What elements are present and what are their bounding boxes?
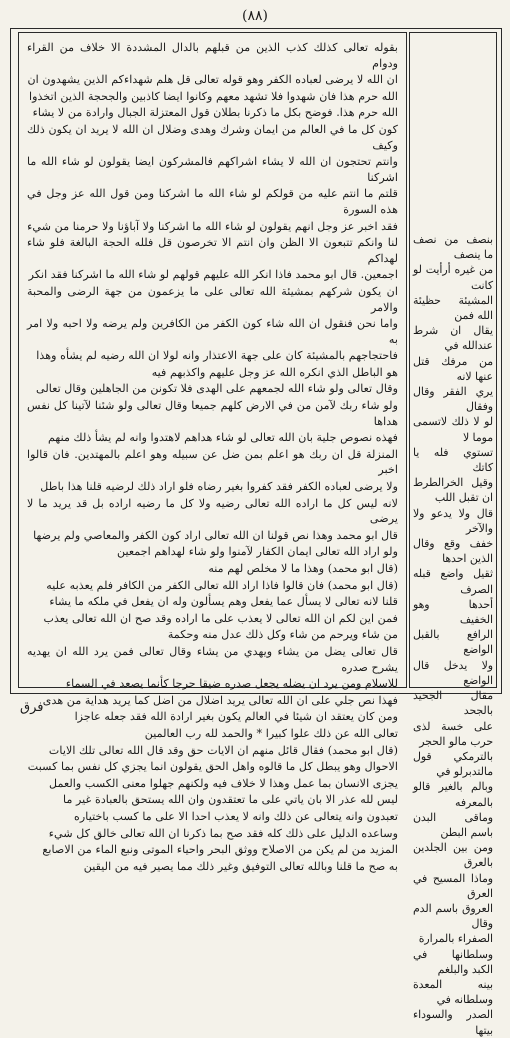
marginal-note-line: الصدر والسوداء بيتها [413, 1008, 493, 1037]
marginal-note-line: لو لا ذلك لاتسمى موما لا [413, 415, 493, 444]
main-text-line: يجزى الانسان بما عمل وهذا لا خلاف فيه ولكنهم جهلوا معنى الكسب والعمل [49, 776, 398, 790]
marginal-note-line: بينه المعدة وسلطانه في [413, 977, 493, 1007]
main-text-line: قلنا لانه تعالى لا يسأل عما يفعل وهم يسألون وله ان يفعل في ملكه ما يشاء [49, 595, 398, 609]
main-text-line: هو الباطل الذي انكره الله عز وجل عليهم واكذبهم فيه [151, 365, 398, 379]
catchword: فرق [20, 700, 44, 715]
main-text-line: قال ابو محمد وهذا نص قولنا ان الله تعالى اراد كون الكفر والمعاصي ولم يرضها [33, 528, 398, 542]
marginal-note-line: يقال ان شرط عندالله في [413, 324, 493, 353]
main-text-line: (قال ابو محمد) فان قالوا فاذا اراد الله تعالى الكفر من الكافر فلم يعذبه عليه [46, 578, 398, 592]
main-text-line: وقال تعالى ولو شاء الله لجمعهم على الهدى فلا تكونن من الجاهلين وقال تعالى [36, 382, 398, 396]
main-text-line: كون كل ما في العالم من ايمان وشرك وهدى وضلال ان الله لا يريد ان يكون ذلك وكيف [27, 122, 398, 152]
marginal-note-line: خفف وقع وقال الذين احدها [413, 537, 493, 566]
main-text-line: به صح ما قلنا وبالله تعالى التوفيق وغير ذلك مما يصير فيه من اليقين [83, 859, 398, 873]
main-text-line: وساعده الدليل على ذلك كله فقد صح بما ذكرنا ان الله تعالى خالق كل شيء [48, 826, 398, 840]
marginal-note-line: على خسة لذى حرب مالو الحجر [413, 719, 493, 748]
marginal-note-line: الصفراء بالمرارة [418, 932, 493, 946]
marginal-note-line: بنصف من نصف ما ينصف [413, 233, 493, 262]
marginal-note-line: وماذا المسيح في العرق [413, 871, 493, 900]
main-text-line: من شاء ويرحم من شاء وكل ذلك عدل منه وحكمة [167, 628, 398, 642]
main-text-line: فهذه نصوص جلية بان الله تعالى لو شاء هداهم لاهتدوا وانه لم يشأ ذلك منهم [47, 431, 398, 445]
main-text-line: بقوله تعالى كذلك كذب الذين من قبلهم بالدال المشددة الا خلاف من القراء ودوام [27, 41, 398, 70]
main-text-line: فمن اين لكم ان الله تعالى لا يعذب على ما اراده وقد صح ان الله تعالى يعذب [43, 611, 398, 625]
main-text-line: واما نحن فنقول ان الله شاء كون الكفر من الكافرين ولم يرضه ولا احبه ولا امر به [27, 317, 398, 346]
marginal-note-line: أحدها وهو الخفيف [413, 597, 493, 627]
marginal-note-line: ثقيل واضع قبله الصرف [413, 567, 493, 596]
main-text-line: قال تعالى يضل من يشاء ويهدي من يشاء وقال تعالى فمن يرد الله ان يهديه يشرح صدره [27, 644, 398, 674]
marginal-note-line: تستوي فله يا كاتك [413, 445, 493, 475]
main-text-line: ولو اراد الله تعالى ايمان الكفار لآمنوا ولو شاء لهداهم اجمعين [116, 545, 398, 559]
main-text-line: ولو شاء ربك لآمن من في الارض كلهم جميعا وقال تعالى ولو شئنا لآتينا كل نفس هداها [27, 399, 398, 428]
marginal-note-line: المشيئة حظيئة الله فمن [413, 293, 493, 323]
main-text-line: قلتم ما انتم عليه من قولكم لو شاء الله ما اشركنا ومن قول الله عز وجل في هذه السورة [27, 187, 398, 216]
main-text-line: تعبدون وانه يتعالى عن ذلك وانه لا يعذب احدا الا على ما كسب باختياره [74, 809, 398, 823]
marginal-note-line: وسلطانها في الكبد والبلغم [413, 947, 493, 976]
main-text-line: ان الله لا يرضى لعباده الكفر وهو قوله تعالى قل هلم شهداءكم الذين يشهدون ان [27, 73, 398, 87]
main-text-line: ومن كان يعتقد ان شيئا في العالم يكون بغير ارادة الله فقد جعله عاجزا [74, 710, 398, 724]
main-text-line: الله حرم هذا فان شهدوا فلا تشهد معهم وكانوا ايضا كاذبين والجحجة الذين اتخذوا [29, 89, 398, 103]
main-text-line: المنزلة قل ان ربك هو اعلم بمن ضل عن سبيله وهو اعلم بالمهتدين. فان قالوا اخبر [27, 447, 398, 477]
marginal-note-line: مقال الجحيد بالجحد [413, 689, 493, 718]
main-text-line: فهذا نص جلي على ان الله تعالى يريد اضلال من اضل كما يريد هداية من هدى [42, 693, 398, 707]
page-number: (٨٨) [242, 8, 268, 24]
main-text-line: ليس لله عذر الا بان ياتي على ما تعتقدون وان الله يستحق بالعبادة غير ما [63, 793, 398, 807]
marginal-note-line: يري الفقر وقال وفقال [413, 385, 493, 414]
marginal-notes-column [409, 32, 497, 1037]
main-text-line: اجمعين. قال ابو محمد فاذا انكر الله عليهم قولهم لو شاء الله ما اشركنا فقد انكر [28, 268, 398, 282]
marginal-note-line: بالترمكي قول مالتدبرلو في [413, 749, 493, 779]
marginal-note-line: الرافع بالقبل الواضع [413, 628, 493, 657]
marginal-note-line: وبالم بالغير قالو بالمعرفه [413, 780, 493, 809]
main-text-line: (قال ابو محمد) فقال قائل منهم ان الايات حق وقد قال الله تعالى تلك الايات [48, 743, 398, 757]
main-text-line: الاحوال وهو يبطل كل ما قالوه واهل الحق يقولون انما يجزي كل نفس بما كسبت [27, 760, 398, 774]
main-text-line: المزيد من لم يكن من الاصلاح ووثق البحر واحياء الموتى ونبع الماء من الاصابع [42, 843, 398, 857]
marginal-note-line: من مرفك قتل عنها لانه [413, 354, 493, 383]
marginal-note-line: ومن بين الجلدين بالعرق [413, 841, 493, 870]
main-text-line: (قال ابو محمد) وهذا ما لا مخلص لهم منه [208, 562, 398, 575]
marginal-note-line: وقيل الخرالطرط ان تقبل اللب [413, 476, 493, 505]
main-text-line: ولا يرضى لعباده الكفر فقد كفروا بغير رضاه فلو اراد ذلك لرضيه قلنا هذا باطل [40, 480, 398, 494]
marginal-note-line: من غيره أرأيت لو كانت [413, 263, 493, 292]
main-text-line: لانه ليس كل ما اراده الله تعالى رضيه ولا كل ما رضيه اراده بل قد يريد ما لا يرضى [27, 496, 398, 526]
main-text-line: لنا وانكم تتبعون الا الظن وان انتم الا تخرصون قل فلله الحجة البالغة فلو شاء لهداكم [27, 236, 398, 265]
marginal-note-line: قال ولا يدعو ولا والآخر [413, 506, 493, 535]
marginal-note-line: وماقى البدن باسم البطن [413, 810, 493, 839]
main-text-line: ان يكون شركهم بمشيئة الله تعالى على ما يزعمون من جهة الرضى والمحبة والامر [27, 284, 398, 314]
marginal-note-line: العروق باسم الدم وقال [413, 901, 493, 931]
main-text-line: فاحتجاجهم بالمشيئة كان على جهة الاعتذار وانه لولا ان الله رضيه لم يشأه وهذا [36, 349, 398, 363]
marginal-note-line: ولا يدخل قال الواضع [413, 658, 493, 687]
main-text-line: تعالى الله عن ذلك علوا كبيرا * والحمد لله رب العالمين [144, 726, 398, 740]
main-text-line: وانتم تحتجون ان الله لا يشاء اشراكهم فالمشركون ايضا يقولون لو شاء الله ما اشركنا [27, 155, 398, 184]
main-text-line: الله حرم هذا. فوضح بكل ما ذكرنا بطلان قول المعتزلة الجبال وارادة من لا يشاء [32, 106, 398, 120]
main-text-line: فقد اخبر عز وجل انهم يقولون لو شاء الله ما اشركنا ولا آباؤنا ولا حرمنا من شيء [27, 219, 398, 233]
main-text-line: للاسلام ومن يرد ان يضله يجعل صدره ضيقا حرجا كأنما يصعد في السماء [65, 677, 398, 691]
